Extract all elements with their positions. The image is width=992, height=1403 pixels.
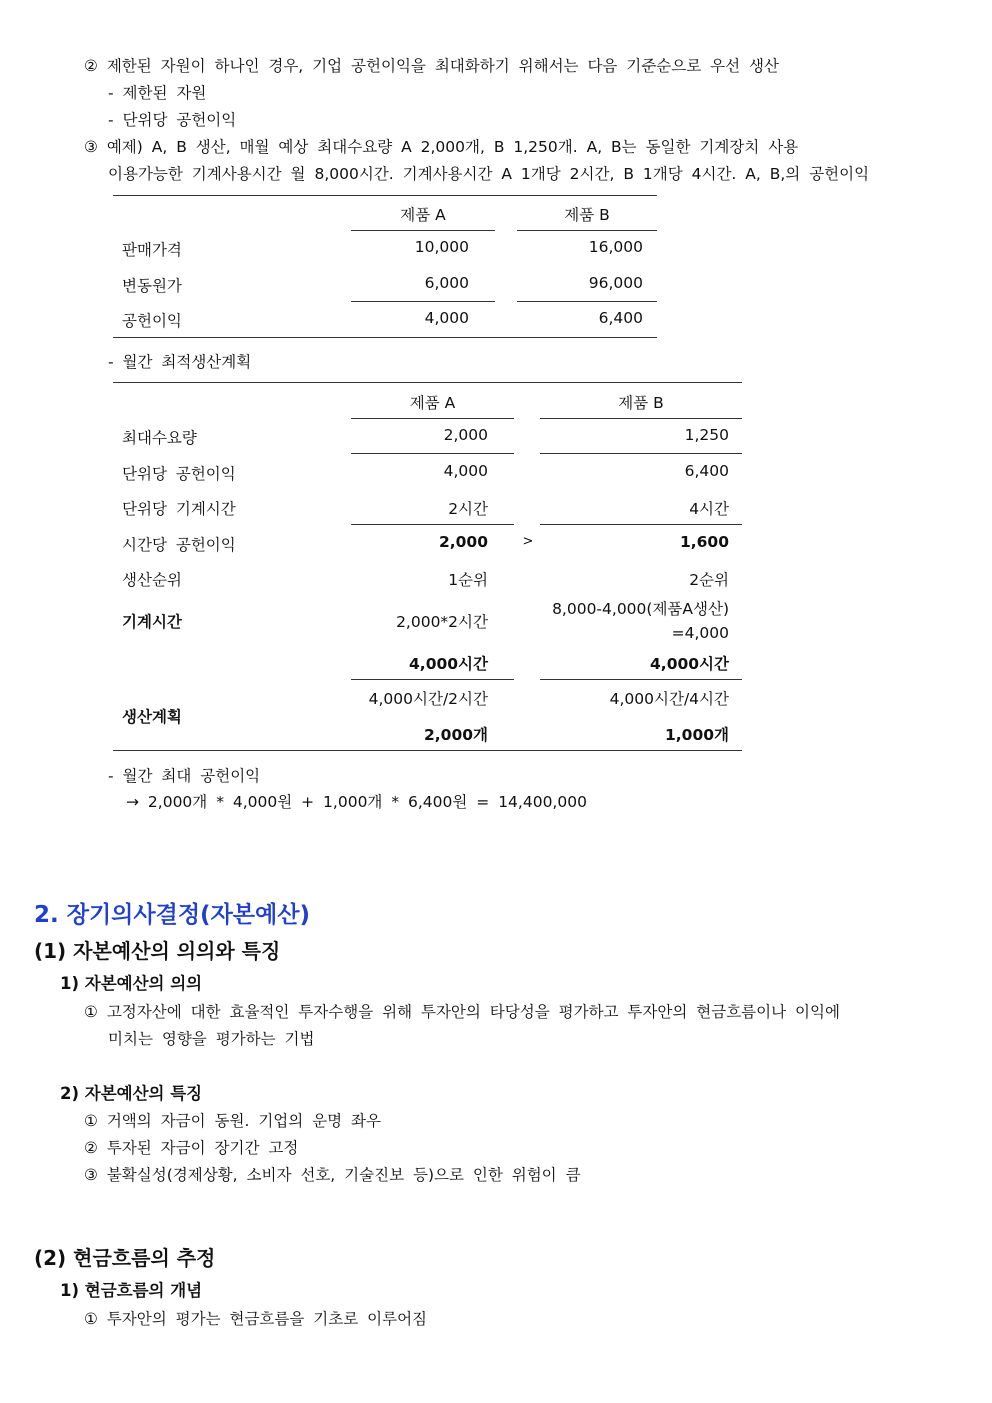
hour-cm-a: 2,000 xyxy=(438,533,488,551)
table2-header-b: 제품 B xyxy=(618,394,664,412)
machine-b-line-2: =4,000 xyxy=(671,624,729,642)
result-title: - 월간 최대 공헌이익 xyxy=(108,767,261,785)
feature-item: ② 투자된 자금이 장기간 고정 xyxy=(84,1139,299,1157)
intro-item-2-sub-1: - 제한된 자원 xyxy=(108,84,207,102)
table1-row-label: 공헌이익 xyxy=(122,312,182,330)
table2-rule-b xyxy=(540,524,742,525)
section-2-sub-1-1-title: 1) 자본예산의 의의 xyxy=(60,974,203,993)
section-2-sub-1-2-title: 2) 자본예산의 특징 xyxy=(60,1084,203,1103)
table1-header-rule-b xyxy=(517,230,657,231)
section-2-sub-1-title: (1) 자본예산의 의의와 특징 xyxy=(34,939,281,963)
max-demand-label: 최대수요량 xyxy=(122,429,197,447)
table2-rule-b xyxy=(540,679,742,680)
rank-b: 2순위 xyxy=(689,571,729,589)
plan-b-calc: 4,000시간/4시간 xyxy=(609,690,729,708)
section-2-title: 2. 장기의사결정(자본예산) xyxy=(34,902,310,928)
table1-row-b: 16,000 xyxy=(588,238,643,256)
plan-label: 생산계획 xyxy=(122,708,182,726)
table1-top-rule xyxy=(113,195,657,196)
unit-cm-label: 단위당 공헌이익 xyxy=(122,465,236,483)
table1-bottom-rule xyxy=(113,337,657,338)
machine-b-total: 4,000시간 xyxy=(650,655,729,673)
table2-header-a: 제품 A xyxy=(409,394,456,412)
table1-row-b: 6,400 xyxy=(598,309,643,327)
machine-a-total: 4,000시간 xyxy=(409,655,488,673)
table2-header-rule-b xyxy=(540,418,742,419)
table1-row-label: 판매가격 xyxy=(122,241,182,259)
definition-item-1-line-2: 미치는 영향을 평가하는 기법 xyxy=(108,1030,315,1048)
hour-cm-label: 시간당 공헌이익 xyxy=(122,536,236,554)
max-demand-a: 2,000 xyxy=(443,426,488,444)
plan-a-calc: 4,000시간/2시간 xyxy=(368,690,488,708)
table2-rule-a xyxy=(351,524,514,525)
table1-row-a: 10,000 xyxy=(414,238,469,256)
plan-b-total: 1,000개 xyxy=(664,726,729,744)
result-formula: → 2,000개 * 4,000원 + 1,000개 * 6,400원 = 14,400,000 xyxy=(126,793,587,811)
table2-header-rule-a xyxy=(351,418,514,419)
hour-cm-b: 1,600 xyxy=(679,533,729,551)
table1-header-b: 제품 B xyxy=(564,206,610,224)
intro-item-2: ② 제한된 자원이 하나인 경우, 기업 공헌이익을 최대화하기 위해서는 다음 기준순으로 우선 생산 xyxy=(84,57,779,75)
table1-row-label: 변동원가 xyxy=(122,277,182,295)
machine-b-line-1: 8,000-4,000(제품A생산) xyxy=(552,600,729,618)
max-demand-b: 1,250 xyxy=(684,426,729,444)
table1-row-a: 6,000 xyxy=(424,274,469,292)
table1-row-a: 4,000 xyxy=(424,309,469,327)
cashflow-item-1: ① 투자안의 평가는 현금흐름을 기초로 이루어짐 xyxy=(84,1310,428,1328)
rank-a: 1순위 xyxy=(448,571,488,589)
plan-a-total: 2,000개 xyxy=(423,726,488,744)
feature-item: ① 거액의 자금이 동원. 기업의 운명 좌우 xyxy=(84,1112,381,1130)
machine-label: 기계시간 xyxy=(122,613,182,631)
table1-subtotal-rule-a xyxy=(351,301,495,302)
rank-label: 생산순위 xyxy=(122,571,182,589)
intro-item-3-line-2: 이용가능한 기계사용시간 월 8,000시간. 기계사용시간 A 1개당 2시간, B 1개당 4시간. A, B,의 공헌이익 xyxy=(108,165,870,183)
table1-header-a: 제품 A xyxy=(400,206,446,224)
table1-subtotal-rule-b xyxy=(517,301,657,302)
table2-rule-a xyxy=(351,453,514,454)
table2-rule-a xyxy=(351,679,514,680)
table2-top-rule xyxy=(113,382,742,383)
section-2-sub-2-title: (2) 현금흐름의 추정 xyxy=(34,1246,216,1270)
plan-title: - 월간 최적생산계획 xyxy=(108,353,252,371)
table1-row-b: 96,000 xyxy=(588,274,643,292)
hour-cm-comparison: > xyxy=(522,534,534,549)
intro-item-2-sub-2: - 단위당 공헌이익 xyxy=(108,111,237,129)
section-2-sub-2-1-title: 1) 현금흐름의 개념 xyxy=(60,1281,203,1300)
table1-header-rule-a xyxy=(351,230,495,231)
definition-item-1-line-1: ① 고정자산에 대한 효율적인 투자수행을 위해 투자안의 타당성을 평가하고 투자안의 현금흐름이나 이익에 xyxy=(84,1003,840,1021)
feature-item: ③ 불확실성(경제상황, 소비자 선호, 기술진보 등)으로 인한 위험이 큼 xyxy=(84,1166,581,1184)
unit-hours-label: 단위당 기계시간 xyxy=(122,500,236,518)
intro-item-3-line-1: ③ 예제) A, B 생산, 매월 예상 최대수요량 A 2,000개, B 1,250개. A, B는 동일한 기계장치 사용 xyxy=(84,138,799,156)
table2-rule-b xyxy=(540,453,742,454)
unit-hours-b: 4시간 xyxy=(689,500,729,518)
table2-bottom-rule xyxy=(113,750,742,751)
machine-a: 2,000*2시간 xyxy=(396,613,488,631)
unit-cm-a: 4,000 xyxy=(443,462,488,480)
unit-hours-a: 2시간 xyxy=(448,500,488,518)
unit-cm-b: 6,400 xyxy=(684,462,729,480)
